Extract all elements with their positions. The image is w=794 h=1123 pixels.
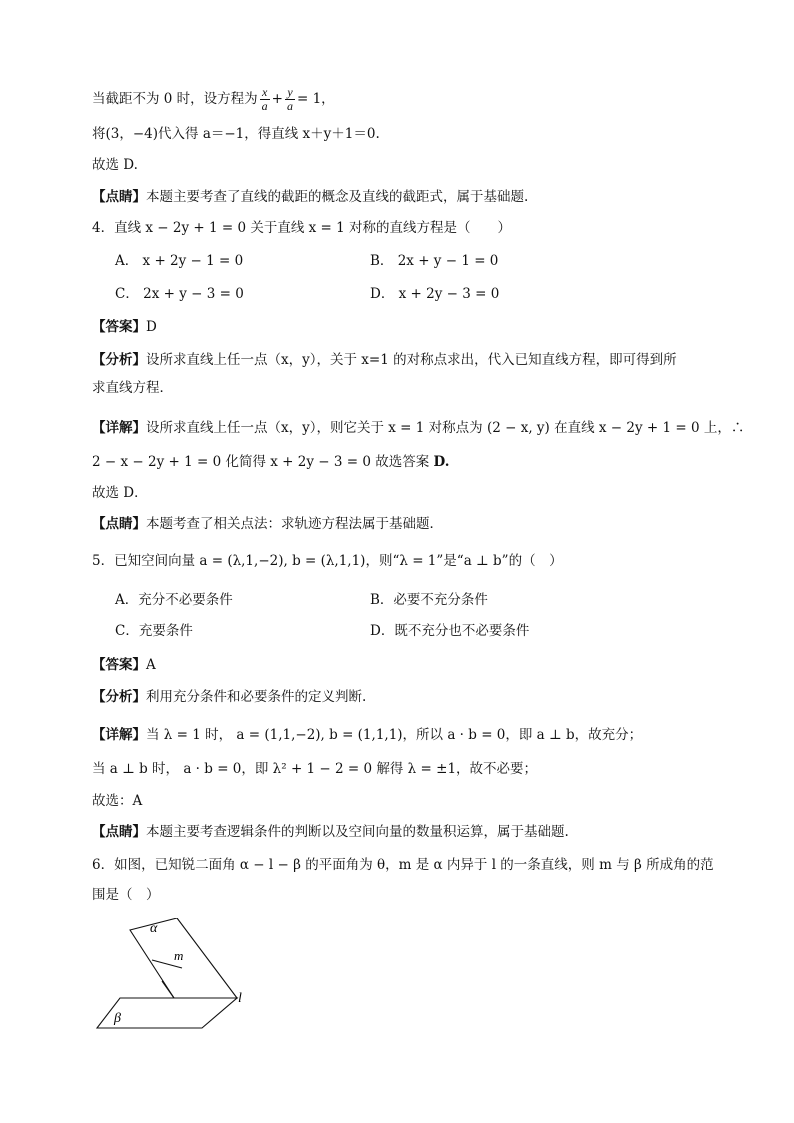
q5-option-a: A．充分不必要条件 xyxy=(115,592,233,608)
q4-remark xyxy=(92,514,443,534)
analysis-tag: 【分析】 xyxy=(92,352,146,368)
q4-answer xyxy=(92,317,157,337)
q5-stem: 5．已知空间向量 a = (λ,1,−2), b = (λ,1,1)，则“λ = 1”是“a ⊥ b”的（ ） xyxy=(92,553,563,569)
label-beta: β xyxy=(114,1011,121,1026)
label-m: m xyxy=(174,948,184,963)
dihedral-angle-figure xyxy=(92,918,262,1033)
q4-option-c: C． 2x + y − 3 = 0 xyxy=(115,286,244,302)
q5-detail-line2: 当 a ⊥ b 时， a · b = 0，即 λ² + 1 − 2 = 0 解得 λ = ±1，故不必要； xyxy=(92,761,538,777)
detail-tag: 【详解】 xyxy=(92,420,146,436)
q5-select: 故选：A xyxy=(92,793,143,809)
detail-text: 2 − x − 2y + 1 = 0 化简得 x + 2y − 3 = 0 故选答案 xyxy=(92,454,434,470)
alpha-edge xyxy=(162,981,174,998)
analysis-text: 利用充分条件和必要条件的定义判断. xyxy=(146,689,367,705)
q4-option-d: D． x + 2y − 3 = 0 xyxy=(370,286,500,302)
line-intercept-nonzero xyxy=(92,86,335,113)
q5-option-b: B．必要不充分条件 xyxy=(370,592,488,608)
answer-tag: 【答案】 xyxy=(92,319,146,335)
detail-text: 当 λ = 1 时， a = (1,1,−2), b = (1,1,1)，所以 a · b = 0，即 a ⊥ b，故充分； xyxy=(146,727,643,743)
q4-analysis-line1 xyxy=(92,350,677,370)
line-substitute: 将(3，−4)代入得 a＝−1，得直线 x＋y＋1＝0. xyxy=(92,126,380,142)
q6-stem-line1: 6．如图，已知锐二面角 α − l − β 的平面角为 θ，m 是 α 内异于 l 的一条直线，则 m 与 β 所成角的范 xyxy=(92,857,714,873)
q4-option-b: B． 2x + y − 1 = 0 xyxy=(370,253,499,269)
detail-text: 设所求直线上任一点（x，y），则它关于 x = 1 对称点为 (2 − x, y) 在直线 x − 2y + 1 = 0 上，∴ xyxy=(146,420,745,436)
q5-detail-line1 xyxy=(92,725,642,745)
remark-tag: 【点睛】 xyxy=(92,824,146,840)
label-l: l xyxy=(238,991,242,1006)
line-select-d: 故选 D. xyxy=(92,157,138,173)
plane-alpha xyxy=(130,918,237,998)
fraction-y-over-a: $\frac{y}{a}$ xyxy=(286,85,293,113)
q4-analysis-line2: 求直线方程． xyxy=(92,380,173,396)
fraction-x-over-a: $\frac{x}{a}$ xyxy=(261,85,268,113)
analysis-tag: 【分析】 xyxy=(92,689,146,705)
q5-answer xyxy=(92,655,156,675)
q5-option-d: D．既不充分也不必要条件 xyxy=(370,623,530,639)
remark-tag: 【点睛】 xyxy=(92,189,146,205)
q4-detail-line2 xyxy=(92,452,449,472)
answer-value: A xyxy=(146,657,156,673)
q4-stem: 4．直线 x − 2y + 1 = 0 关于直线 x = 1 对称的直线方程是（ ） xyxy=(92,220,512,236)
remark-text: 本题主要考查逻辑条件的判断以及空间向量的数量积运算，属于基础题. xyxy=(146,824,569,840)
label-alpha: α xyxy=(150,921,158,936)
detail-tag: 【详解】 xyxy=(92,727,146,743)
plus-sign: + xyxy=(271,91,283,107)
q4-detail-line1 xyxy=(92,418,744,438)
detail-answer: D. xyxy=(433,454,450,470)
text-segment: 当截距不为 0 时，设方程为 xyxy=(92,91,258,107)
line-remark xyxy=(92,187,528,207)
q4-option-a: A． x + 2y − 1 = 0 xyxy=(115,253,244,269)
remark-tag: 【点睛】 xyxy=(92,516,146,532)
q6-stem-line2: 围是（ ） xyxy=(92,887,160,903)
text-segment: = 1， xyxy=(296,91,335,107)
remark-text: 本题考查了相关点法：求轨迹方程法属于基础题． xyxy=(146,516,443,532)
answer-value: D xyxy=(146,319,157,335)
q5-remark xyxy=(92,822,569,842)
remark-text: 本题主要考查了直线的截距的概念及直线的截距式，属于基础题. xyxy=(146,189,529,205)
answer-tag: 【答案】 xyxy=(92,657,146,673)
q5-option-c: C．充要条件 xyxy=(115,623,193,639)
q5-analysis xyxy=(92,687,366,707)
analysis-text: 设所求直线上任一点（x，y），关于 x=1 的对称点求出，代入已知直线方程，即可得到所 xyxy=(146,352,677,368)
q4-select: 故选 D． xyxy=(92,485,148,501)
